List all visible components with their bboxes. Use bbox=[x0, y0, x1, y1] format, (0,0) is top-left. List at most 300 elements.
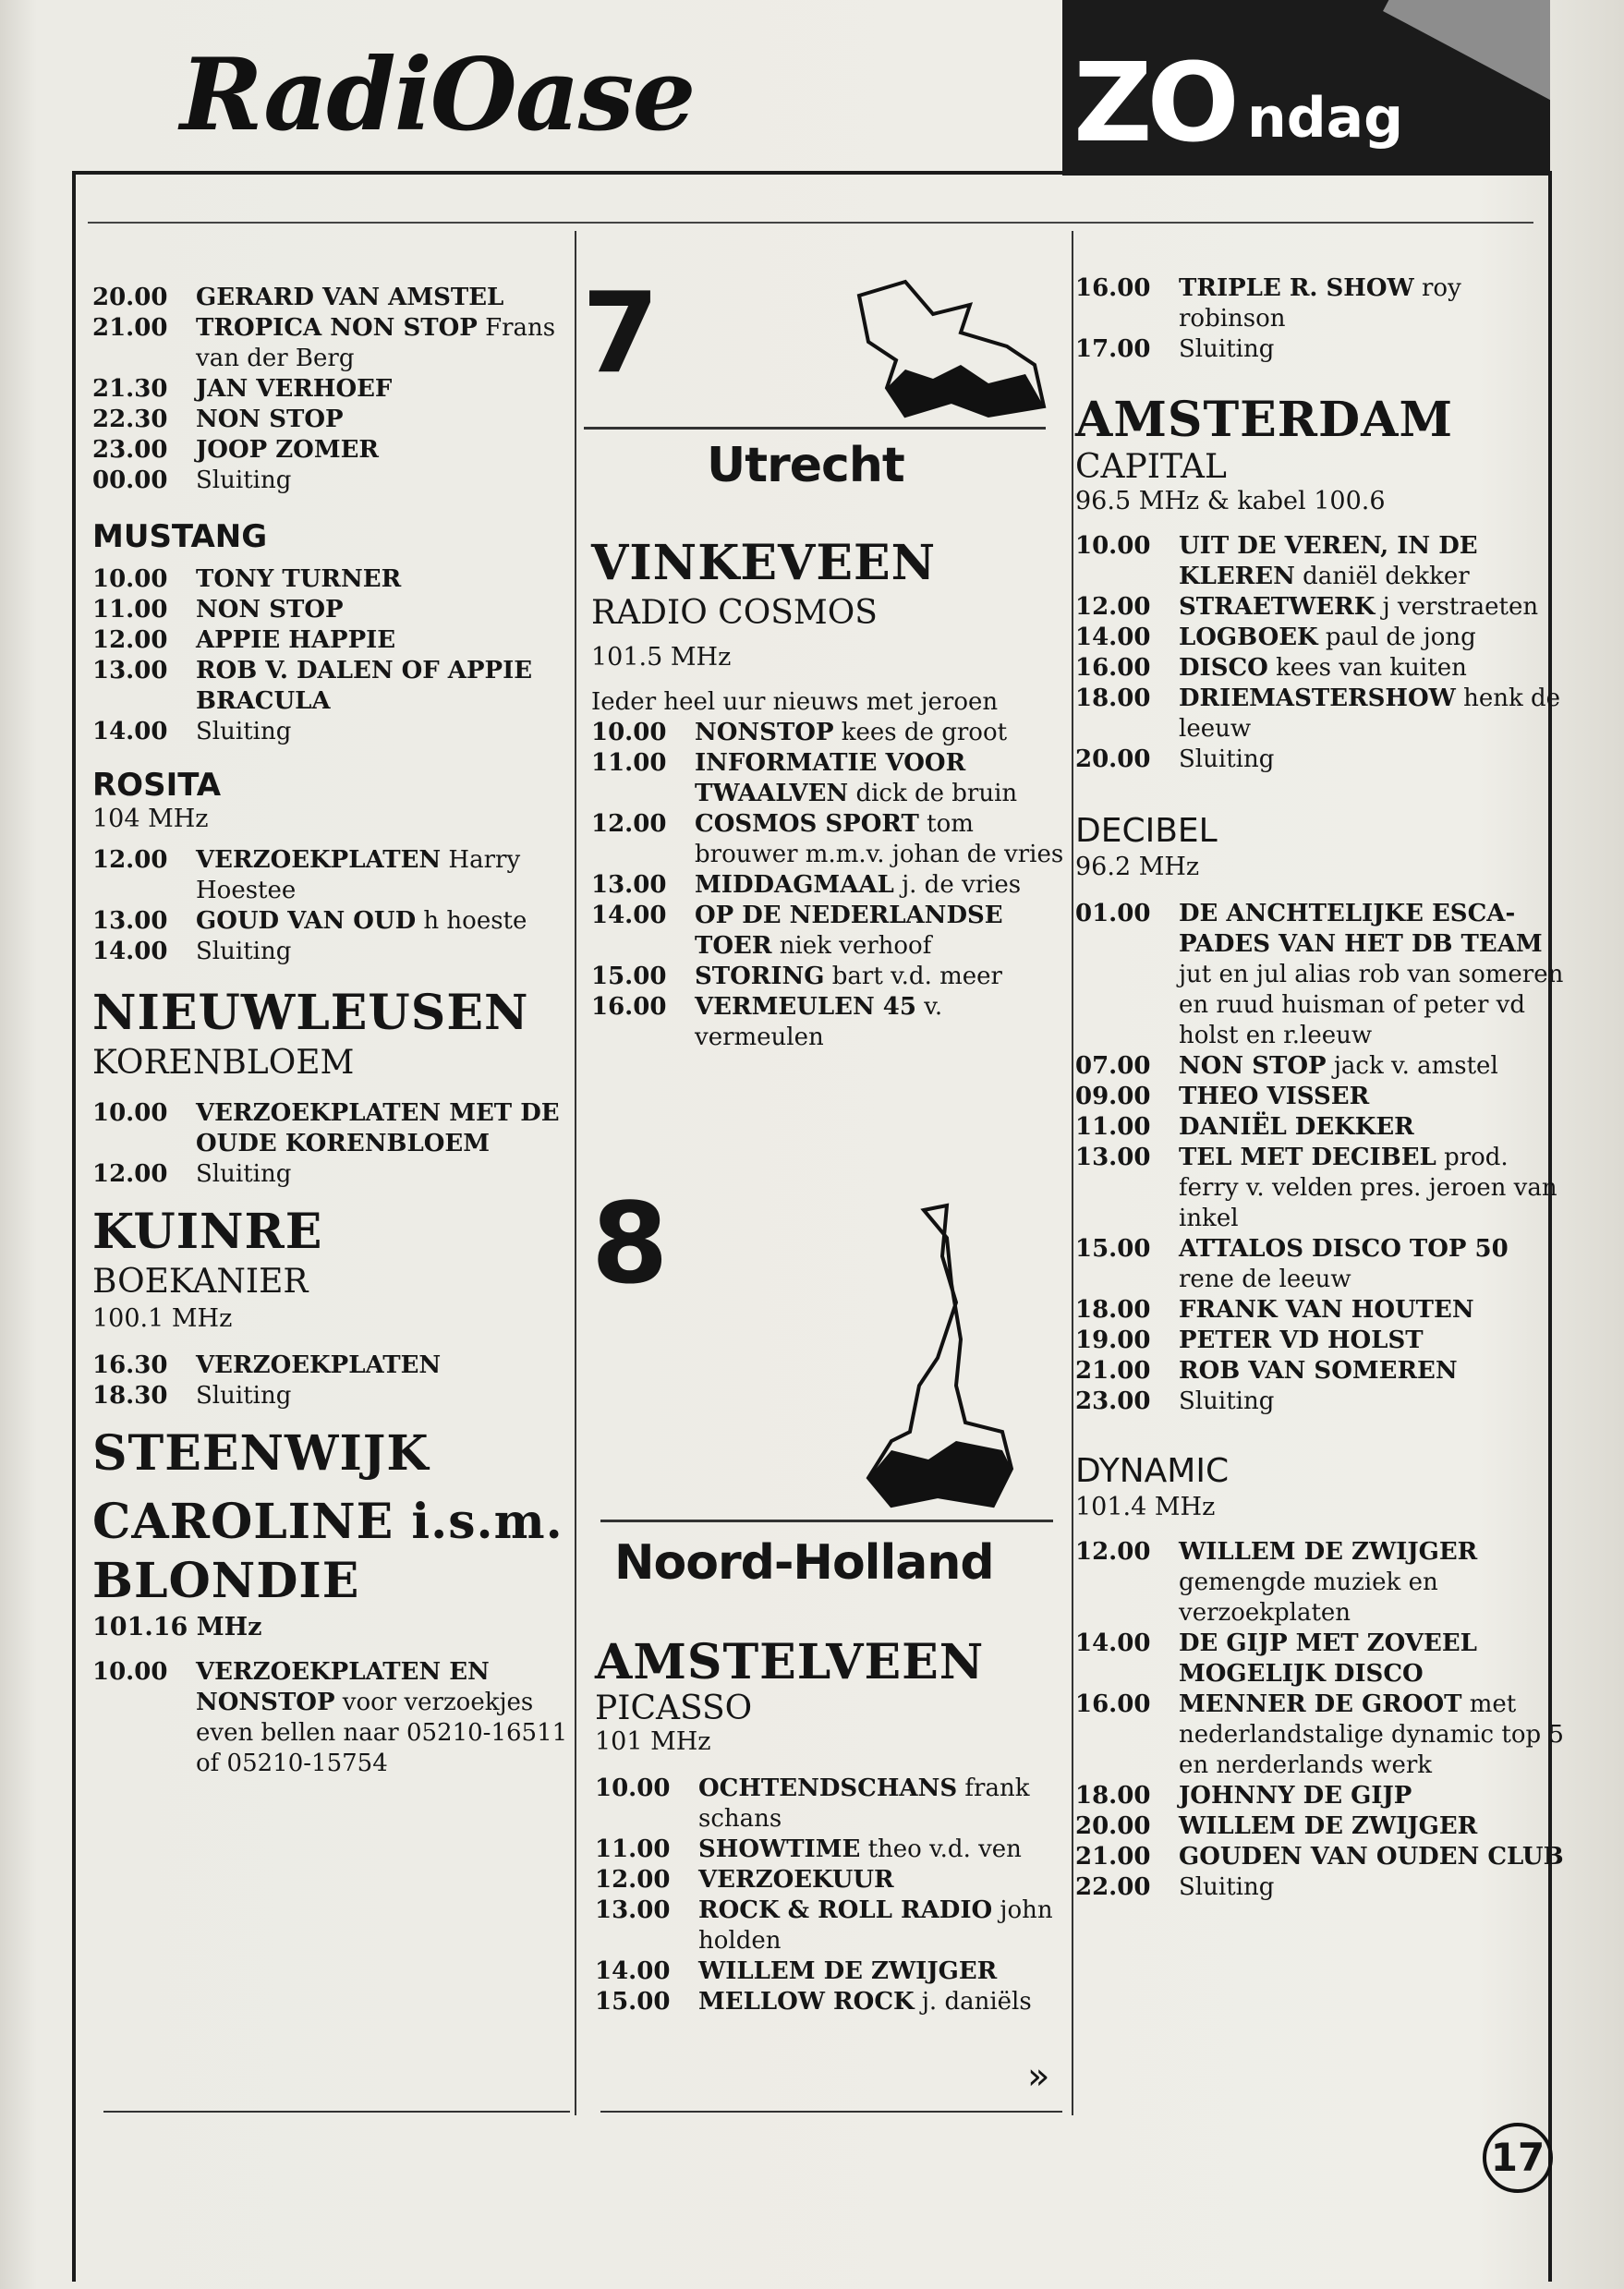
program-title: VERMEULEN 45 bbox=[695, 993, 916, 1021]
schedule-row bbox=[1075, 1690, 1565, 1781]
program-time: 18.00 bbox=[1075, 1782, 1151, 1810]
day-banner bbox=[1062, 0, 1550, 176]
region-rule bbox=[600, 1520, 1053, 1522]
program-title: WILLEM DE ZWIJGER bbox=[1179, 1812, 1478, 1840]
program-title: STRAETWERK bbox=[1179, 593, 1376, 621]
schedule-row bbox=[92, 283, 573, 313]
schedule-row bbox=[1075, 1295, 1565, 1326]
program-title: VERZOEKPLATEN bbox=[196, 846, 442, 874]
schedule-row bbox=[595, 1987, 1075, 2017]
program-title: APPIE HAPPIE bbox=[196, 626, 396, 654]
program-host: Sluiting bbox=[196, 466, 292, 494]
program-text bbox=[1179, 684, 1565, 745]
program-text bbox=[196, 906, 573, 937]
program-time: 22.30 bbox=[92, 406, 168, 433]
program-title: ROCK & ROLL RADIO bbox=[698, 1896, 993, 1924]
station-name: DECIBEL bbox=[1075, 812, 1218, 850]
station-name: DYNAMIC bbox=[1075, 1452, 1230, 1490]
program-title: PETER VD HOLST bbox=[1179, 1326, 1424, 1354]
program-time: 11.00 bbox=[92, 596, 168, 624]
schedule-row bbox=[1075, 273, 1565, 334]
program-title: UIT DE VEREN, IN DE KLEREN bbox=[1179, 532, 1478, 590]
program-title: VERZOEKPLATEN EN NONSTOP bbox=[196, 1658, 490, 1716]
program-host: Sluiting bbox=[1179, 1387, 1275, 1415]
schedule-row bbox=[1075, 1234, 1565, 1295]
station-frequency: 96.5 MHz & kabel 100.6 bbox=[1075, 487, 1386, 515]
station-frequency: 101 MHz bbox=[595, 1727, 711, 1756]
program-host: jack v. amstel bbox=[1333, 1052, 1498, 1080]
program-text bbox=[196, 564, 573, 595]
program-text bbox=[1179, 1051, 1565, 1082]
program-title: NONSTOP bbox=[695, 719, 834, 746]
program-time: 12.00 bbox=[1075, 593, 1151, 621]
program-time: 07.00 bbox=[1075, 1052, 1151, 1080]
program-title: TROPICA NON STOP bbox=[196, 314, 478, 342]
program-title: VERZOEKUUR bbox=[698, 1866, 894, 1894]
schedule-row bbox=[1075, 1781, 1565, 1811]
program-title: MENNER DE GROOT bbox=[1179, 1690, 1462, 1718]
program-text bbox=[1179, 1629, 1565, 1690]
program-host: rene de leeuw bbox=[1179, 1266, 1351, 1293]
program-time: 13.00 bbox=[92, 907, 168, 935]
program-host: j. daniëls bbox=[921, 1988, 1032, 2016]
program-title: TRIPLE R. SHOW bbox=[1179, 274, 1414, 302]
program-time: 01.00 bbox=[1075, 900, 1151, 927]
program-time: 10.00 bbox=[92, 1658, 168, 1686]
schedule-row bbox=[92, 374, 573, 405]
program-time: 10.00 bbox=[591, 719, 667, 746]
day-ndag: ndag bbox=[1247, 86, 1404, 151]
station-frequency: 101.5 MHz bbox=[591, 643, 732, 672]
program-time: 12.00 bbox=[92, 626, 168, 654]
schedule-row bbox=[1075, 684, 1565, 745]
schedule-row bbox=[1075, 1082, 1565, 1112]
schedule-row bbox=[1075, 653, 1565, 684]
schedule-row bbox=[595, 1774, 1075, 1835]
program-host: v. vermeulen bbox=[695, 993, 943, 1051]
program-title: ROB VAN SOMEREN bbox=[1179, 1357, 1458, 1385]
program-text bbox=[196, 1381, 573, 1411]
program-time: 13.00 bbox=[1075, 1144, 1151, 1171]
schedule-row bbox=[92, 906, 573, 937]
program-time: 21.00 bbox=[92, 314, 168, 342]
schedule-row bbox=[1075, 1112, 1565, 1143]
program-time: 13.00 bbox=[591, 871, 667, 899]
schedule-row bbox=[1075, 1629, 1565, 1690]
schedule-row bbox=[1075, 334, 1565, 365]
program-text bbox=[1179, 1811, 1565, 1842]
program-title: OCHTENDSCHANS bbox=[698, 1774, 958, 1802]
schedule-list bbox=[92, 564, 573, 747]
program-host: Sluiting bbox=[196, 718, 292, 745]
program-host: Sluiting bbox=[196, 1160, 292, 1188]
continue-arrow-icon: » bbox=[1027, 2055, 1050, 2098]
program-text bbox=[1179, 1842, 1565, 1872]
frame-left-rule bbox=[72, 171, 76, 2282]
news-note: Ieder heel uur nieuws met jeroen bbox=[591, 688, 999, 716]
schedule-list bbox=[1075, 531, 1565, 775]
program-title: OP DE NEDERLANDSE TOER bbox=[695, 902, 1003, 960]
program-text bbox=[196, 845, 573, 906]
program-host: j. de vries bbox=[902, 871, 1022, 899]
program-text bbox=[698, 1956, 1075, 1987]
program-text bbox=[196, 1159, 573, 1190]
schedule-row bbox=[591, 962, 1072, 992]
schedule-row bbox=[595, 1895, 1075, 1956]
program-text bbox=[1179, 1082, 1565, 1112]
program-time: 12.00 bbox=[595, 1866, 671, 1894]
program-host: roy robinson bbox=[1179, 274, 1461, 333]
program-text bbox=[196, 656, 573, 717]
program-text bbox=[695, 870, 1072, 901]
region-number: 8 bbox=[591, 1181, 669, 1309]
program-text bbox=[1179, 592, 1565, 623]
program-text bbox=[695, 718, 1072, 748]
city-heading: KUINRE bbox=[92, 1204, 323, 1260]
schedule-row bbox=[1075, 1387, 1565, 1417]
city-heading: VINKEVEEN bbox=[591, 535, 937, 591]
program-time: 16.30 bbox=[92, 1351, 168, 1379]
program-time: 11.00 bbox=[591, 749, 667, 777]
program-host: j verstraeten bbox=[1382, 593, 1539, 621]
program-title: LOGBOEK bbox=[1179, 624, 1318, 651]
program-text bbox=[196, 625, 573, 656]
bottom-rule-2 bbox=[600, 2111, 1062, 2113]
region-name: Noord-Holland bbox=[614, 1535, 994, 1591]
schedule-list bbox=[1075, 899, 1565, 1417]
program-time: 20.00 bbox=[1075, 1812, 1151, 1840]
schedule-row bbox=[1075, 531, 1565, 592]
station-name: CAROLINE i.s.m. bbox=[92, 1494, 564, 1550]
program-time: 19.00 bbox=[1075, 1326, 1151, 1354]
program-title: THEO VISSER bbox=[1179, 1083, 1370, 1110]
program-time: 09.00 bbox=[1075, 1083, 1151, 1110]
station-name: BOEKANIER bbox=[92, 1263, 309, 1301]
schedule-row bbox=[92, 845, 573, 906]
program-host: kees de groot bbox=[841, 719, 1008, 746]
program-title: SHOWTIME bbox=[698, 1835, 861, 1863]
schedule-row bbox=[92, 595, 573, 625]
schedule-row bbox=[1075, 623, 1565, 653]
schedule-list bbox=[591, 718, 1072, 1053]
schedule-row bbox=[92, 1657, 573, 1779]
program-time: 10.00 bbox=[92, 565, 168, 593]
program-text bbox=[698, 1774, 1075, 1835]
program-host: theo v.d. ven bbox=[867, 1835, 1022, 1863]
program-time: 15.00 bbox=[591, 963, 667, 990]
program-time: 16.00 bbox=[1075, 1690, 1151, 1718]
program-time: 11.00 bbox=[595, 1835, 671, 1863]
program-time: 13.00 bbox=[92, 657, 168, 684]
program-host: voor verzoekjes even bellen naar 05210-16511 of 05210-15754 bbox=[196, 1689, 568, 1777]
program-text bbox=[1179, 1781, 1565, 1811]
page-number: 17 bbox=[1483, 2123, 1553, 2193]
program-text bbox=[1179, 1872, 1565, 1903]
schedule-row bbox=[1075, 1326, 1565, 1356]
program-title: NON STOP bbox=[1179, 1052, 1327, 1080]
station-frequency: 101.4 MHz bbox=[1075, 1493, 1216, 1521]
schedule-row bbox=[1075, 1811, 1565, 1842]
region-number: 7 bbox=[582, 270, 660, 398]
program-text bbox=[196, 374, 573, 405]
program-time: 12.00 bbox=[591, 810, 667, 838]
program-text bbox=[1179, 899, 1565, 1051]
schedule-list bbox=[595, 1774, 1075, 2017]
program-host: john holden bbox=[698, 1896, 1053, 1955]
program-host: prod. ferry v. velden pres. jeroen van inkel bbox=[1179, 1144, 1557, 1232]
utrecht-map-icon bbox=[850, 277, 1053, 425]
program-title: ATTALOS DISCO TOP 50 bbox=[1179, 1235, 1509, 1263]
program-text bbox=[196, 717, 573, 747]
program-text bbox=[1179, 1356, 1565, 1387]
noord-holland-map-icon bbox=[854, 1201, 1021, 1515]
program-text bbox=[196, 435, 573, 466]
schedule-row bbox=[1075, 1842, 1565, 1872]
program-title: MIDDAGMAAL bbox=[695, 871, 894, 899]
program-host: daniël dekker bbox=[1303, 563, 1470, 590]
schedule-row bbox=[591, 718, 1072, 748]
program-time: 00.00 bbox=[92, 466, 168, 494]
schedule-row bbox=[591, 809, 1072, 870]
program-time: 18.30 bbox=[92, 1382, 168, 1410]
program-text bbox=[1179, 653, 1565, 684]
schedule-row bbox=[92, 1098, 573, 1159]
program-host: tom brouwer m.m.v. johan de vries bbox=[695, 810, 1064, 868]
program-time: 21.30 bbox=[92, 375, 168, 403]
schedule-row bbox=[92, 466, 573, 496]
schedule-list bbox=[1075, 273, 1565, 365]
program-title: GOUDEN VAN OUDEN CLUB bbox=[1179, 1843, 1564, 1871]
program-title: WILLEM DE ZWIJGER bbox=[698, 1957, 998, 1985]
program-text bbox=[196, 405, 573, 435]
schedule-row bbox=[591, 992, 1072, 1053]
station-name: RADIO COSMOS bbox=[591, 594, 878, 632]
schedule-row bbox=[1075, 1051, 1565, 1082]
schedule-row bbox=[92, 1159, 573, 1190]
bottom-rule-1 bbox=[103, 2111, 570, 2113]
schedule-row bbox=[1075, 899, 1565, 1051]
program-host: Harry Hoestee bbox=[196, 846, 521, 904]
program-host: kees van kuiten bbox=[1276, 654, 1467, 682]
program-text bbox=[1179, 1690, 1565, 1781]
program-host: gemengde muziek en verzoekplaten bbox=[1179, 1568, 1438, 1627]
program-host: paul de jong bbox=[1325, 624, 1476, 651]
schedule-row bbox=[591, 748, 1072, 809]
program-title: DANIËL DEKKER bbox=[1179, 1113, 1414, 1141]
schedule-list bbox=[1075, 1537, 1565, 1903]
schedule-row bbox=[92, 405, 573, 435]
program-time: 22.00 bbox=[1075, 1873, 1151, 1901]
program-host: Sluiting bbox=[196, 938, 292, 965]
program-time: 14.00 bbox=[1075, 624, 1151, 651]
program-time: 11.00 bbox=[1075, 1113, 1151, 1141]
program-title: TEL MET DECIBEL bbox=[1179, 1144, 1436, 1171]
program-text bbox=[1179, 745, 1565, 775]
schedule-row bbox=[1075, 1872, 1565, 1903]
program-text bbox=[1179, 623, 1565, 653]
program-time: 18.00 bbox=[1075, 684, 1151, 712]
program-text bbox=[698, 1835, 1075, 1865]
program-text bbox=[196, 466, 573, 496]
schedule-row bbox=[595, 1956, 1075, 1987]
program-time: 14.00 bbox=[1075, 1629, 1151, 1657]
schedule-list bbox=[92, 845, 573, 967]
schedule-row bbox=[595, 1835, 1075, 1865]
program-text bbox=[698, 1865, 1075, 1895]
banner-stripe bbox=[1383, 0, 1550, 124]
radioase-logo: RadiOase bbox=[180, 37, 695, 153]
station-name: MUSTANG bbox=[92, 518, 268, 555]
program-title: GOUD VAN OUD bbox=[196, 907, 417, 935]
program-text bbox=[1179, 273, 1565, 334]
program-time: 20.00 bbox=[1075, 745, 1151, 773]
program-text bbox=[1179, 1326, 1565, 1356]
program-text bbox=[1179, 1537, 1565, 1629]
city-heading: NIEUWLEUSEN bbox=[92, 985, 529, 1041]
program-text bbox=[695, 748, 1072, 809]
station-name: KORENBLOEM bbox=[92, 1044, 355, 1082]
program-text bbox=[1179, 1234, 1565, 1295]
program-text bbox=[698, 1895, 1075, 1956]
schedule-row bbox=[92, 625, 573, 656]
program-time: 15.00 bbox=[1075, 1235, 1151, 1263]
schedule-list bbox=[92, 1657, 573, 1779]
schedule-row bbox=[92, 656, 573, 717]
column-1 bbox=[92, 283, 573, 1779]
program-time: 14.00 bbox=[591, 902, 667, 929]
program-title: DE ANCHTELIJKE ESCA-PADES VAN HET DB TEAM bbox=[1179, 900, 1543, 958]
schedule-list bbox=[92, 1350, 573, 1411]
program-host: niek verhoof bbox=[779, 932, 932, 960]
program-time: 14.00 bbox=[92, 938, 168, 965]
day-zo: ZO bbox=[1073, 39, 1234, 166]
program-time: 16.00 bbox=[1075, 654, 1151, 682]
program-time: 16.00 bbox=[591, 993, 667, 1021]
program-time: 23.00 bbox=[1075, 1387, 1151, 1415]
program-title: JAN VERHOEF bbox=[196, 375, 393, 403]
program-time: 21.00 bbox=[1075, 1843, 1151, 1871]
frame-top-rule bbox=[74, 171, 1552, 175]
program-title: GERARD VAN AMSTEL bbox=[196, 284, 504, 311]
program-time: 12.00 bbox=[1075, 1538, 1151, 1566]
region-name: Utrecht bbox=[707, 438, 904, 493]
program-text bbox=[698, 1987, 1075, 2017]
station-frequency: 104 MHz bbox=[92, 805, 209, 833]
schedule-row bbox=[92, 1381, 573, 1411]
program-text bbox=[1179, 1295, 1565, 1326]
program-text bbox=[196, 1098, 573, 1159]
schedule-row bbox=[591, 901, 1072, 962]
program-text bbox=[1179, 1387, 1565, 1417]
station-name: BLONDIE bbox=[92, 1553, 360, 1609]
schedule-row bbox=[1075, 1537, 1565, 1629]
program-host: Sluiting bbox=[1179, 335, 1275, 363]
program-title: INFORMATIE VOOR TWAALVEN bbox=[695, 749, 966, 807]
program-title: WILLEM DE ZWIJGER bbox=[1179, 1538, 1478, 1566]
schedule-list bbox=[92, 1098, 573, 1190]
program-text bbox=[695, 992, 1072, 1053]
program-text bbox=[196, 283, 573, 313]
program-time: 14.00 bbox=[92, 718, 168, 745]
program-time: 10.00 bbox=[1075, 532, 1151, 560]
program-time: 17.00 bbox=[1075, 335, 1151, 363]
program-title: TONY TURNER bbox=[196, 565, 402, 593]
schedule-row bbox=[595, 1865, 1075, 1895]
city-heading: AMSTERDAM bbox=[1075, 392, 1454, 448]
program-text bbox=[196, 313, 573, 374]
station-name: ROSITA bbox=[92, 767, 222, 804]
schedule-list bbox=[92, 283, 573, 496]
program-host: Sluiting bbox=[1179, 745, 1275, 773]
program-title: ROB V. DALEN OF APPIE BRACULA bbox=[196, 657, 533, 715]
column-3 bbox=[1075, 273, 1565, 1903]
schedule-row bbox=[92, 435, 573, 466]
program-text bbox=[1179, 531, 1565, 592]
schedule-row bbox=[1075, 592, 1565, 623]
program-title: DE GIJP MET ZOVEEL MOGELIJK DISCO bbox=[1179, 1629, 1477, 1688]
program-title: DISCO bbox=[1179, 654, 1268, 682]
program-text bbox=[1179, 1112, 1565, 1143]
program-text bbox=[1179, 334, 1565, 365]
program-time: 20.00 bbox=[92, 284, 168, 311]
program-time: 13.00 bbox=[595, 1896, 671, 1924]
program-title: STORING bbox=[695, 963, 825, 990]
program-text bbox=[695, 962, 1072, 992]
schedule-row bbox=[92, 313, 573, 374]
station-name: CAPITAL bbox=[1075, 448, 1227, 486]
program-time: 14.00 bbox=[595, 1957, 671, 1985]
program-text bbox=[196, 595, 573, 625]
program-title: VERZOEKPLATEN MET DE OUDE KORENBLOEM bbox=[196, 1099, 560, 1157]
program-time: 12.00 bbox=[92, 846, 168, 874]
column-rule-1 bbox=[575, 231, 576, 2115]
schedule-row bbox=[591, 870, 1072, 901]
program-time: 23.00 bbox=[92, 436, 168, 464]
city-heading: STEENWIJK bbox=[92, 1425, 430, 1482]
program-title: FRANK VAN HOUTEN bbox=[1179, 1296, 1474, 1324]
program-text bbox=[196, 1350, 573, 1381]
schedule-row bbox=[92, 1350, 573, 1381]
program-title: MELLOW ROCK bbox=[698, 1988, 915, 2016]
program-time: 18.00 bbox=[1075, 1296, 1151, 1324]
program-host: henk de leeuw bbox=[1179, 684, 1561, 743]
program-host: Frans van der Berg bbox=[196, 314, 556, 372]
program-time: 12.00 bbox=[92, 1160, 168, 1188]
program-host: h hoeste bbox=[423, 907, 527, 935]
city-heading: AMSTELVEEN bbox=[595, 1634, 985, 1690]
program-host: frank schans bbox=[698, 1774, 1030, 1833]
program-time: 16.00 bbox=[1075, 274, 1151, 302]
schedule-row bbox=[1075, 745, 1565, 775]
schedule-row bbox=[92, 937, 573, 967]
program-text bbox=[196, 1657, 573, 1779]
program-time: 21.00 bbox=[1075, 1357, 1151, 1385]
station-frequency: 100.1 MHz bbox=[92, 1304, 233, 1333]
column-2 bbox=[591, 534, 1072, 1053]
program-time: 10.00 bbox=[92, 1099, 168, 1127]
program-title: VERZOEKPLATEN bbox=[196, 1351, 442, 1379]
station-name: PICASSO bbox=[595, 1690, 753, 1727]
program-host: met nederlandstalige dynamic top 5 en nerderlands werk bbox=[1179, 1690, 1564, 1779]
program-text bbox=[1179, 1143, 1565, 1234]
schedule-row bbox=[1075, 1143, 1565, 1234]
column-2-lower bbox=[595, 1633, 1075, 2017]
program-text bbox=[196, 937, 573, 967]
program-title: COSMOS SPORT bbox=[695, 810, 919, 838]
station-frequency: 101.16 MHz bbox=[92, 1613, 262, 1641]
header-rule bbox=[88, 222, 1533, 224]
program-title: JOHNNY DE GIJP bbox=[1179, 1782, 1412, 1810]
